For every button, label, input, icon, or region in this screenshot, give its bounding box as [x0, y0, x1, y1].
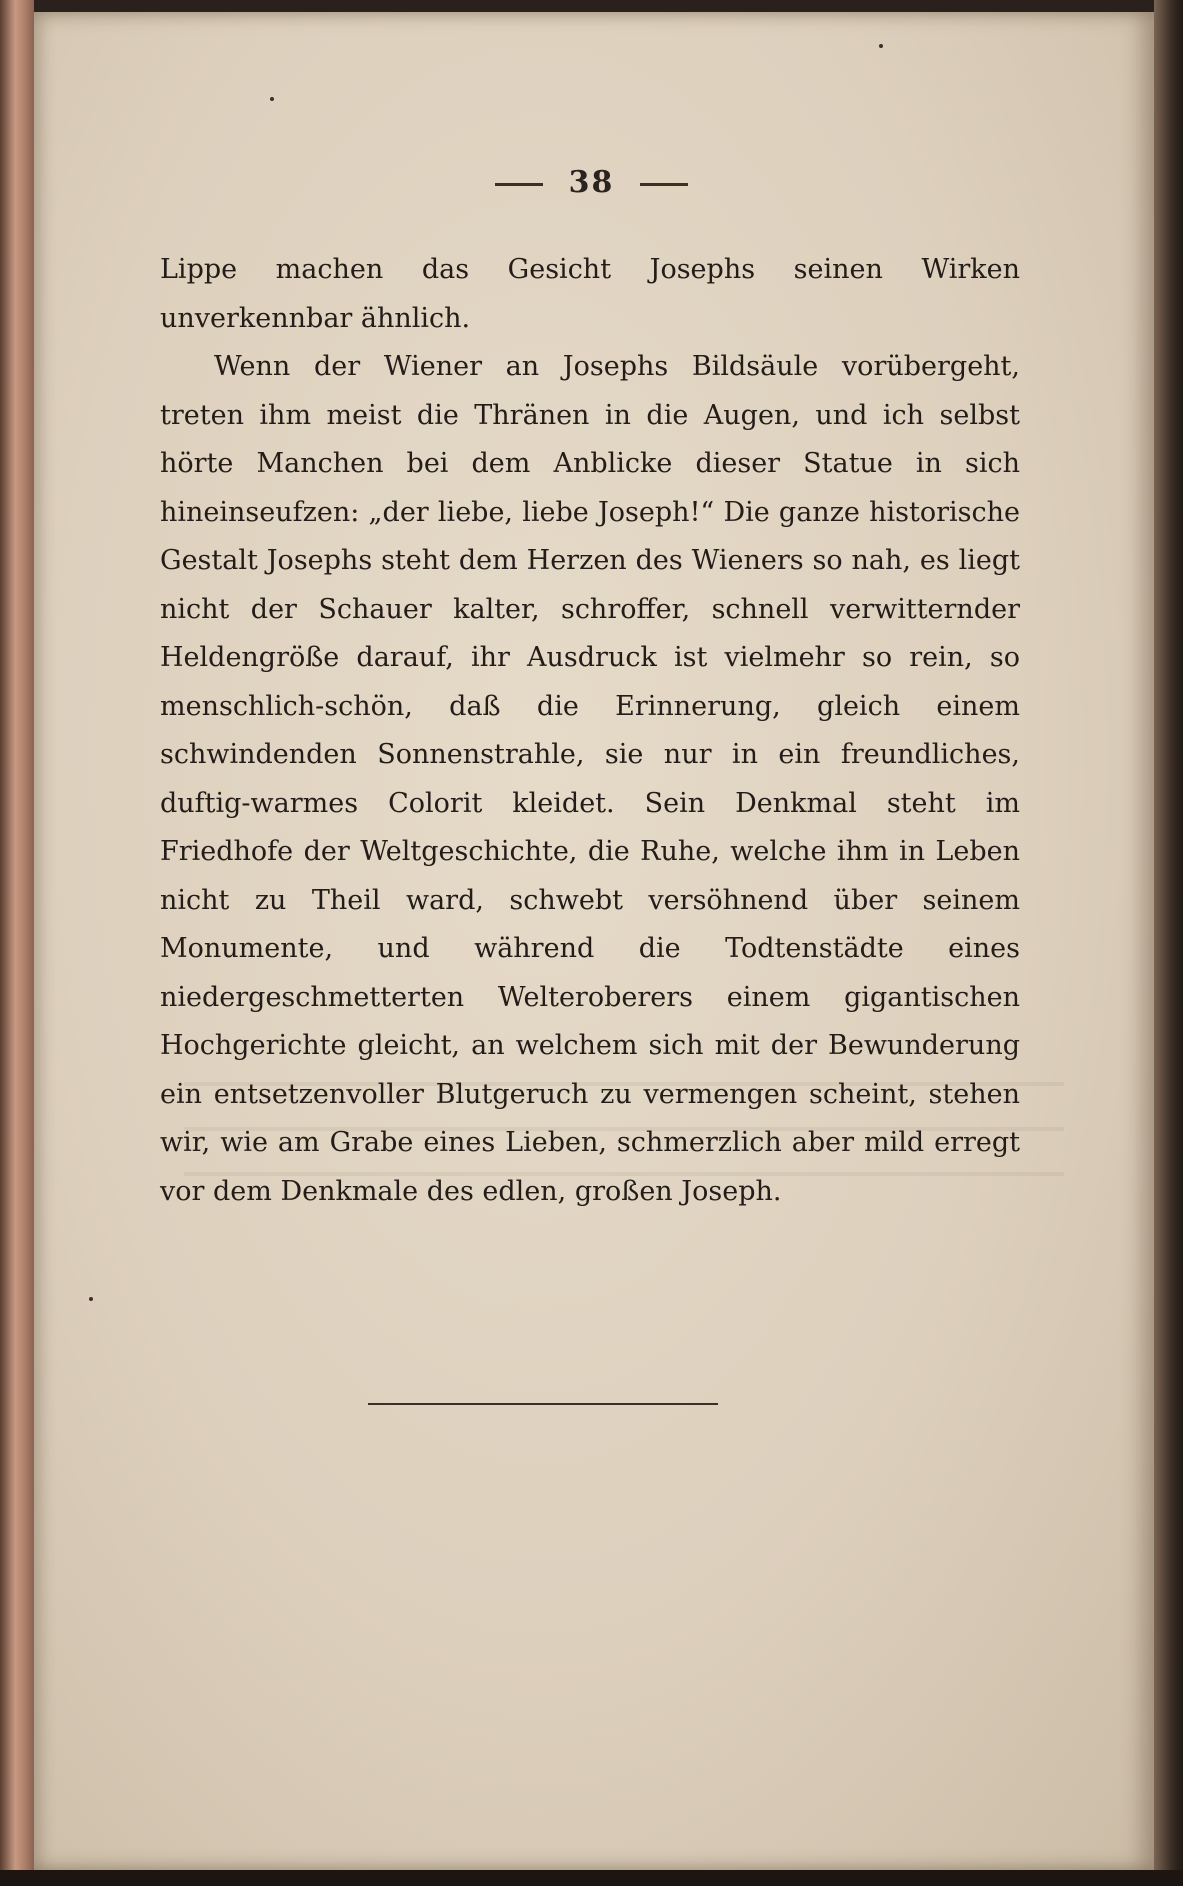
book-edge-bottom [0, 1870, 1183, 1886]
body-text [160, 246, 1020, 1216]
header-dash-left [495, 183, 543, 186]
ink-speck [879, 44, 883, 48]
section-rule [368, 1403, 718, 1405]
ink-speck [270, 97, 274, 101]
book-spine-left [0, 0, 34, 1886]
header-dash-right [640, 183, 688, 186]
paragraph: Wenn der Wiener an Josephs Bildsäule vorübergeht, treten ihm meist die Thränen in die Augen, und ich selbst hörte Manchen bei dem Anblicke dieser Statue in sich hineinseufzen: „der liebe, liebe Joseph!“ Die ganze historische Gestalt Josephs steht dem Herzen des Wieners so nah, es liegt nicht der Schauer kalter, schroffer, schnell verwitternder Heldengröße darauf, ihr Ausdruck ist vielmehr so rein, so menschlich-schön, daß die Erinnerung, gleich einem schwindenden Sonnenstrahle, sie nur in ein freundliches, duftig-warmes Colorit kleidet. Sein Denkmal steht im Friedhofe der Weltgeschichte, die Ruhe, welche ihm in Leben nicht zu Theil ward, schwebt versöhnend über seinem Monumente, und während die Todtenstädte eines niedergeschmetterten Welteroberers einem gigantischen Hochgerichte gleicht, an welchem sich mit der Bewunderung ein entsetzenvoller Blutgeruch zu vermengen scheint, stehen wir, wie am Grabe eines Lieben, schmerzlich aber mild erregt vor dem Denkmale des edlen, großen Joseph. [160, 351, 1020, 1207]
book-edge-right [1154, 0, 1183, 1886]
ink-speck [89, 1297, 93, 1301]
paragraph-continued: Lippe machen das Gesicht Josephs seinen Wirken unverkennbar ähnlich. [160, 254, 1020, 334]
page-header [0, 165, 1183, 200]
page-number: 38 [568, 165, 615, 200]
